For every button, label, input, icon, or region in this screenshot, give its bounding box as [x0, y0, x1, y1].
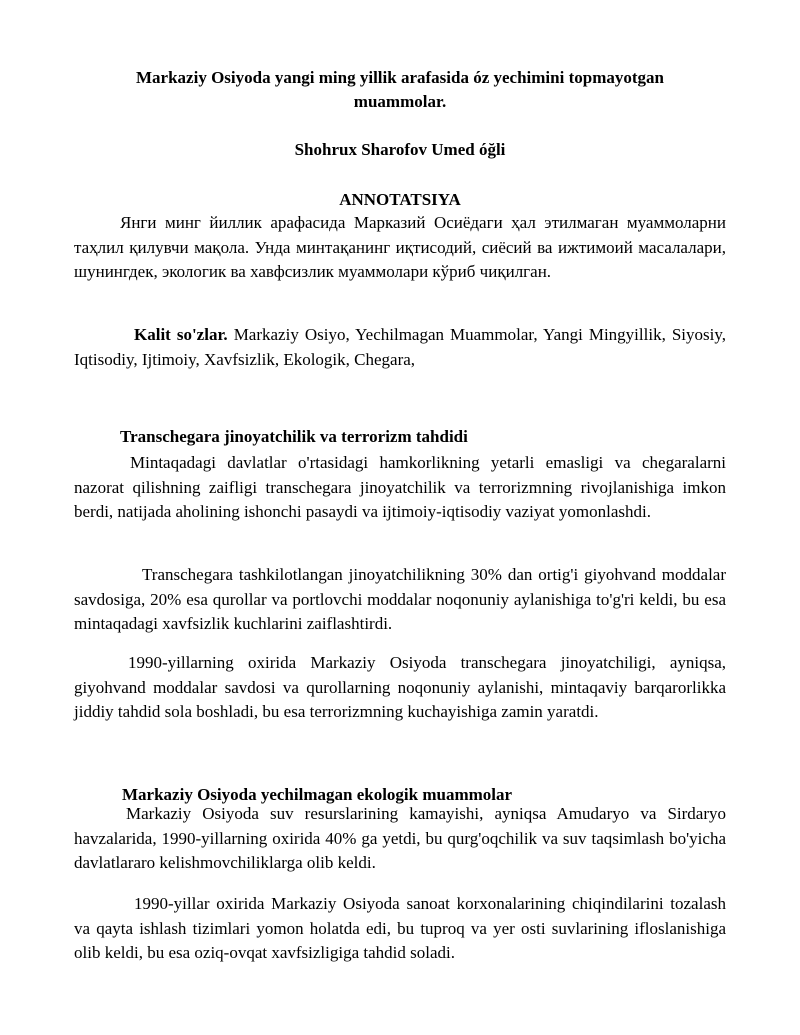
keywords-text: Markaziy Osiyo, Yechilmagan Muammolar, Yangi Mingyillik, Siyosiy, Iqtisodiy, Ijtimoiy, Xavfsizlik, Ekologik, Chegara, [74, 325, 726, 369]
annotation-heading: ANNOTATSIYA [339, 190, 461, 209]
author-name: Shohrux Sharofov Umed óğli [294, 140, 506, 159]
section-paragraph: Mintaqadagi davlatlar o'rtasidagi hamkorlikning yetarli emasligi va chegaralarni nazorat qilishning zaifligi transchegara jinoyatchilik va terrorizmning rivojlanishiga imkon berdi, natijada aholining ishonchi pasaydi va ijtimoiy-iqtisodiy vaziyat yomonlashdi. [74, 453, 726, 521]
section-heading-transborder-crime: Transchegara jinoyatchilik va terrorizm tahdidi [120, 427, 468, 446]
section-paragraph: 1990-yillar oxirida Markaziy Osiyoda sanoat korxonalarining chiqindilarini tozalash va qayta ishlash tizimlari yomon holatda edi, bu tuproq va yer osti suvlarining ifloslanishiga olib keldi, bu esa oziq-ovqat xavfsizligiga tahdid soladi. [74, 894, 726, 962]
keywords-paragraph [74, 323, 726, 372]
annotation-text: Янги минг йиллик арафасида Марказий Осиёдаги ҳал этилмаган муаммоларни таҳлил қилувчи мақола. Унда минтақанинг иқтисодий, сиёсий ва ижтимоий масалалари, шунингдек, экологик ва хавфсизлик муаммолари кўриб чиқилган. [74, 213, 726, 281]
section-paragraph: 1990-yillarning oxirida Markaziy Osiyoda transchegara jinoyatchiligi, ayniqsa, giyohvand moddalar savdosi va qurollarning noqonuniy aylanishi, mintaqaviy barqarorlikka jiddiy tahdid sola boshladi, bu esa terrorizmning kuchayishiga zamin yaratdi. [74, 653, 726, 721]
paper-title: Markaziy Osiyoda yangi ming yillik arafasida óz yechimini topmayotgan muammolar. [136, 68, 664, 111]
section-paragraph: Transchegara tashkilotlangan jinoyatchilikning 30% dan ortig'i giyohvand moddalar savdosiga, 20% esa qurollar va portlovchi moddalar noqonuniy aylanishiga to'g'ri keldi, bu esa mintaqadagi xavfsizlik kuchlarini zaiflashtirdi. [74, 565, 726, 633]
keywords-label: Kalit so'zlar. [134, 325, 228, 344]
section-paragraph: Markaziy Osiyoda suv resurslarining kamayishi, ayniqsa Amudaryo va Sirdaryo havzalarida, 1990-yillarning oxirida 40% ga yetdi, bu qurg'oqchilik va suv taqsimlash bo'yicha davlatlararo kelishmovchiliklarga olib keldi. [74, 804, 726, 872]
section-heading-ecology: Markaziy Osiyoda yechilmagan ekologik muammolar [122, 785, 513, 804]
